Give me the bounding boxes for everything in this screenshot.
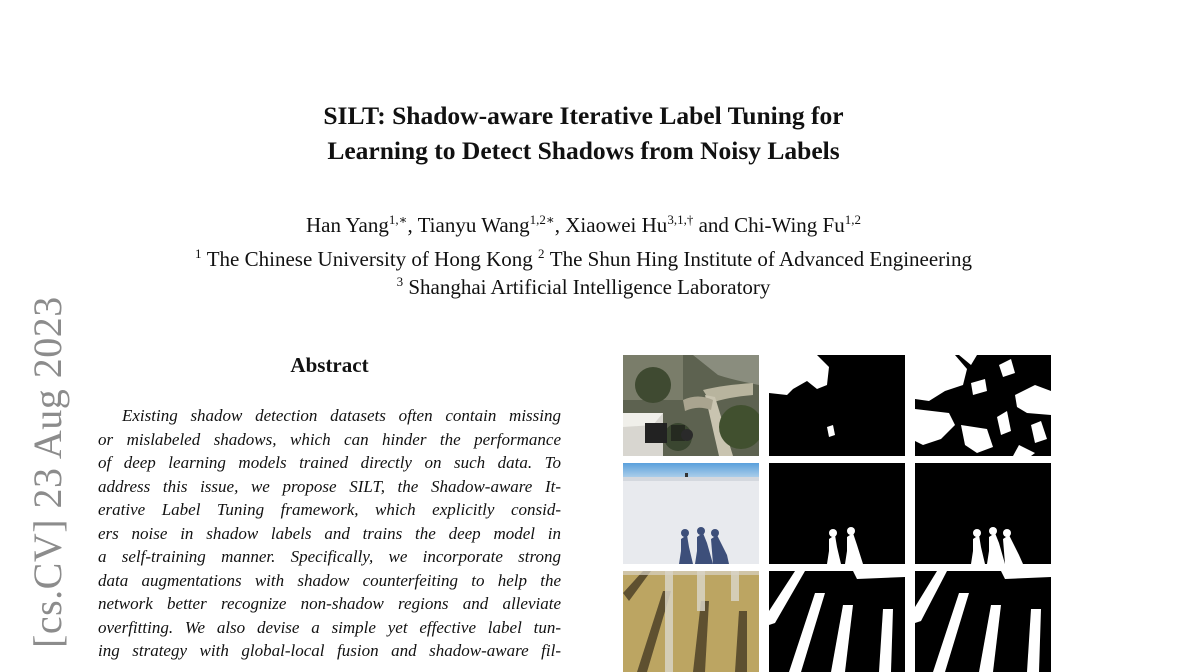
- input-photo-railing: [623, 571, 759, 672]
- input-photo-salt-flat: [623, 463, 759, 564]
- tuned-label-salt-flat: [915, 463, 1051, 564]
- title-line-2: Learning to Detect Shadows from Noisy Labels: [327, 136, 840, 165]
- author-2: Tianyu Wang$^{1,2∗}$: [417, 212, 555, 237]
- author-3: Xiaowei $Hu^{3,1,\dagger}$: [565, 212, 694, 237]
- affiliations-line-1: $^1$ The Chinese University of Hong Kong $^2$ The Shun Hing Institute of Advanced Engineering: [194, 246, 973, 271]
- abstract-line: ers noise in shadow labels and trains the deep model in: [98, 523, 561, 543]
- teaser-figure: [623, 355, 1051, 648]
- abstract-line: address this issue, we propose SILT, the Shadow-aware It-: [98, 476, 561, 496]
- paper-title: [0, 98, 1167, 168]
- abstract-line: overfitting. We also devise a simple yet effective label tun-: [98, 617, 561, 637]
- abstract-line: erative Label Tuning framework, which explicitly consid-: [98, 500, 561, 519]
- affiliations-line-2: $^3$ Shanghai Artificial Intelligence Laboratory: [396, 274, 771, 299]
- abstract-line: a self-training manner. Specifically, we incorporate strong: [98, 547, 561, 566]
- abstract-heading: Abstract: [290, 353, 369, 377]
- author-4: Chi-Wing Fu$^{1,2}$: [734, 212, 861, 237]
- input-photo-aerial-street: [623, 355, 759, 456]
- tuned-label-railing: [915, 571, 1051, 672]
- abstract-line: network better recognize non-shadow regions and alleviate: [98, 594, 561, 613]
- noisy-label-aerial-street: [769, 355, 905, 456]
- affiliation-shlab: Shanghai Artificial Intelligence Laboratory: [408, 275, 771, 299]
- tuned-label-aerial-street: [915, 355, 1051, 456]
- abstract-line: Existing shadow detection datasets often contain missing: [122, 406, 561, 425]
- title-line-1: SILT: Shadow-aware Iterative Label Tuning for: [323, 101, 844, 130]
- author-list: Han Yang$^{1,∗}$, Tianyu Wang$^{1,2∗}$, Xiaowei $Hu^{3,1,\dagger}$ and Chi-Wing Fu$^{1,2}$: [306, 212, 861, 237]
- abstract-line: data augmentations with shadow counterfeiting to help the: [98, 570, 561, 590]
- affiliation-shiae: The Shun Hing Institute of Advanced Engineering: [549, 247, 973, 271]
- abstract-line: or mislabeled shadows, which can hinder the performance: [98, 429, 561, 449]
- author-1: Han Yang$^{1,∗}$: [306, 212, 408, 237]
- abstract-line: of deep learning models trained directly on such data. To: [98, 453, 561, 472]
- abstract-line: ing strategy with global-local fusion and shadow-aware fil-: [98, 641, 561, 660]
- noisy-label-salt-flat: [769, 463, 905, 564]
- arxiv-stamp: [cs.CV] 23 Aug 2023: [25, 296, 70, 648]
- affiliation-cuhk: The Chinese University of Hong Kong: [206, 247, 533, 271]
- noisy-label-railing: [769, 571, 905, 672]
